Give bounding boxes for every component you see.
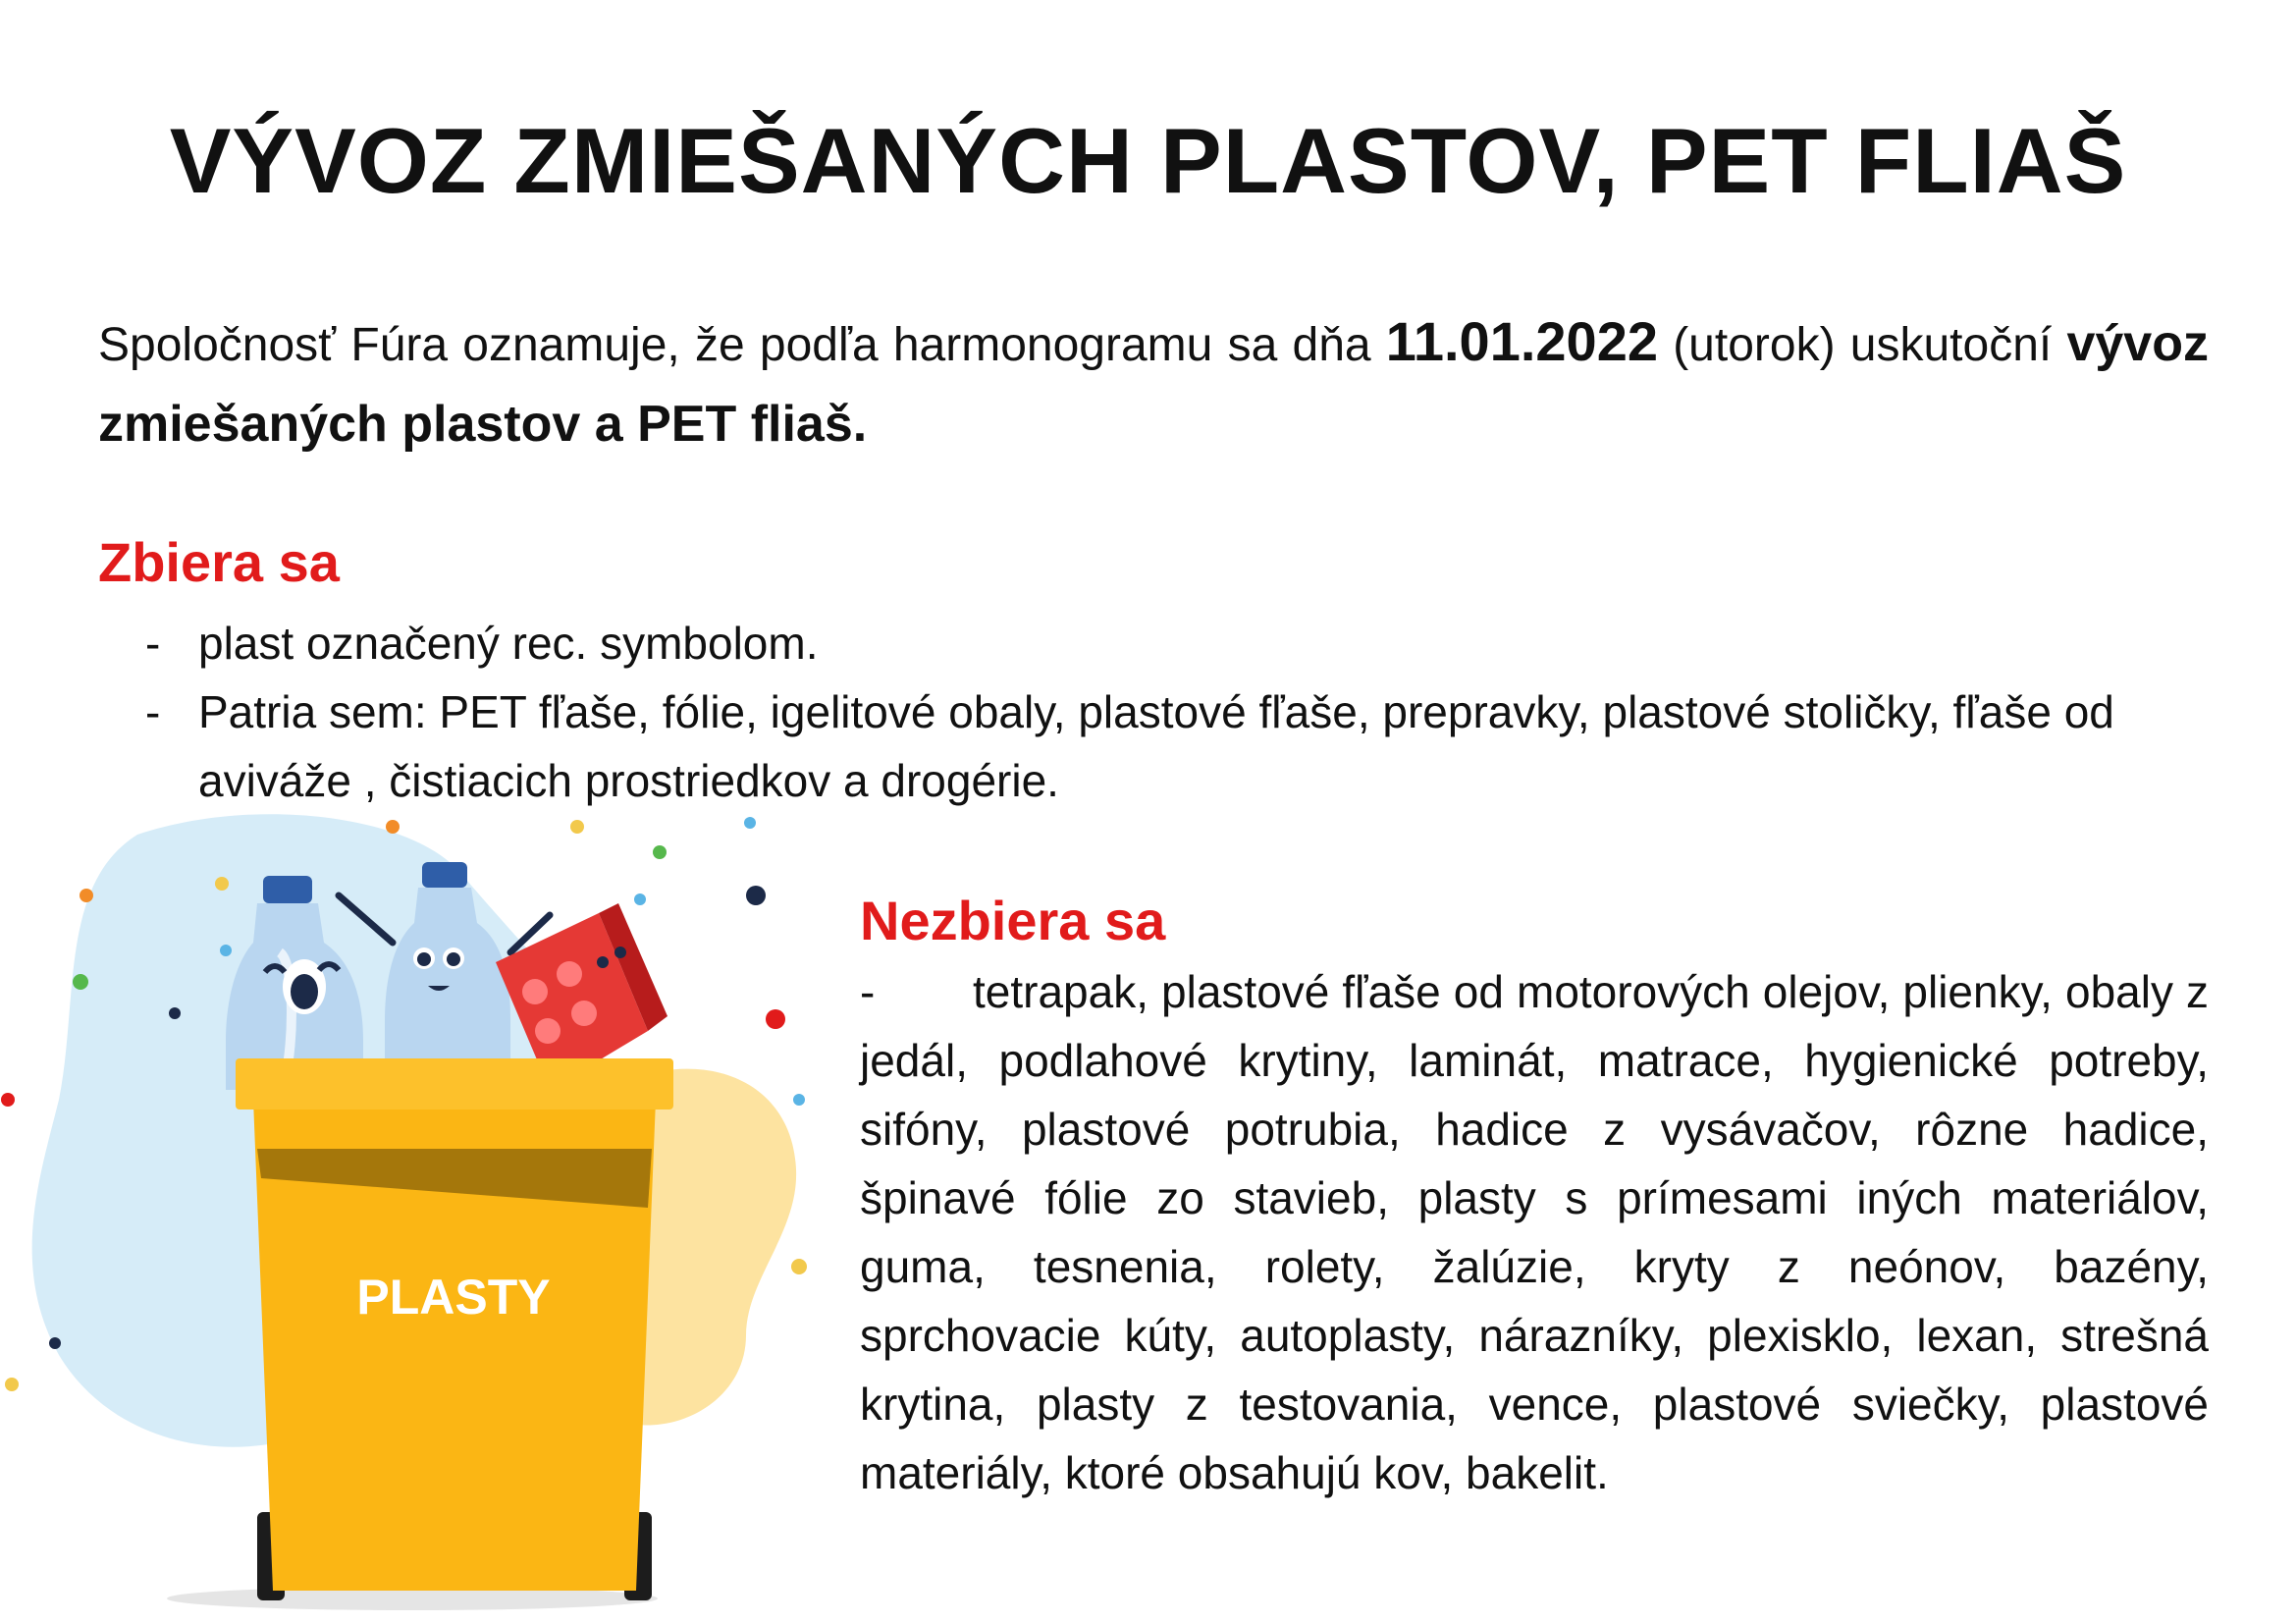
collected-list — [98, 609, 2209, 815]
not-collected-text: tetrapak, plastové fľaše od motorových olejov, plienky, obaly z jedál, podlahové krytiny, laminát, matrace, hygienické potreby, sifóny, plastové potrubia, hadice z vysávačov, rôzne hadice, špinavé fólie zo stavieb, plasty s prímesami iných materiálov, guma, tesnenia, rolety, žalúzie, kryty z neónov, bazény, sprchovacie kúty, autoplasty, nárazníky, plexisklo, lexan, strešná krytina, plasty z testovania, vence, plastové sviečky, plastové materiály, ktoré obsahujú kov, bakelit. — [860, 966, 2209, 1498]
collected-item-text: plast označený rec. symbolom. — [198, 618, 819, 669]
collected-item-text: Patria sem: PET fľaše, fólie, igelitové obaly, plastové fľaše, prepravky, plastové stoličky, fľaše od aviváže , čistiacich prostriedkov a drogérie. — [198, 686, 2114, 806]
list-item — [98, 677, 2209, 815]
dash-bullet: - — [860, 966, 876, 1017]
intro-text-before: Spoločnosť Fúra oznamuje, že podľa harmonogramu sa dňa — [98, 319, 1386, 371]
not-collected-heading: Nezbiera sa — [860, 890, 1166, 951]
plastic-bin-illustration — [0, 805, 844, 1624]
bin-label: PLASTY — [356, 1270, 551, 1325]
not-collected-paragraph — [860, 957, 2209, 1507]
intro-date: 11.01.2022 — [1385, 310, 1658, 372]
dash-bullet: - — [145, 686, 161, 737]
intro-paragraph — [98, 302, 2209, 465]
list-item — [98, 609, 2209, 677]
collected-heading: Zbiera sa — [98, 531, 340, 593]
dash-bullet: - — [145, 618, 161, 669]
page-title: VÝVOZ ZMIEŠANÝCH PLASTOV, PET FLIAŠ — [169, 109, 2127, 212]
intro-text-middle: (utorok) uskutoční — [1657, 319, 2067, 371]
intro-bold-end: vývoz zmiešaných plastov a PET fliaš. — [98, 315, 2209, 453]
